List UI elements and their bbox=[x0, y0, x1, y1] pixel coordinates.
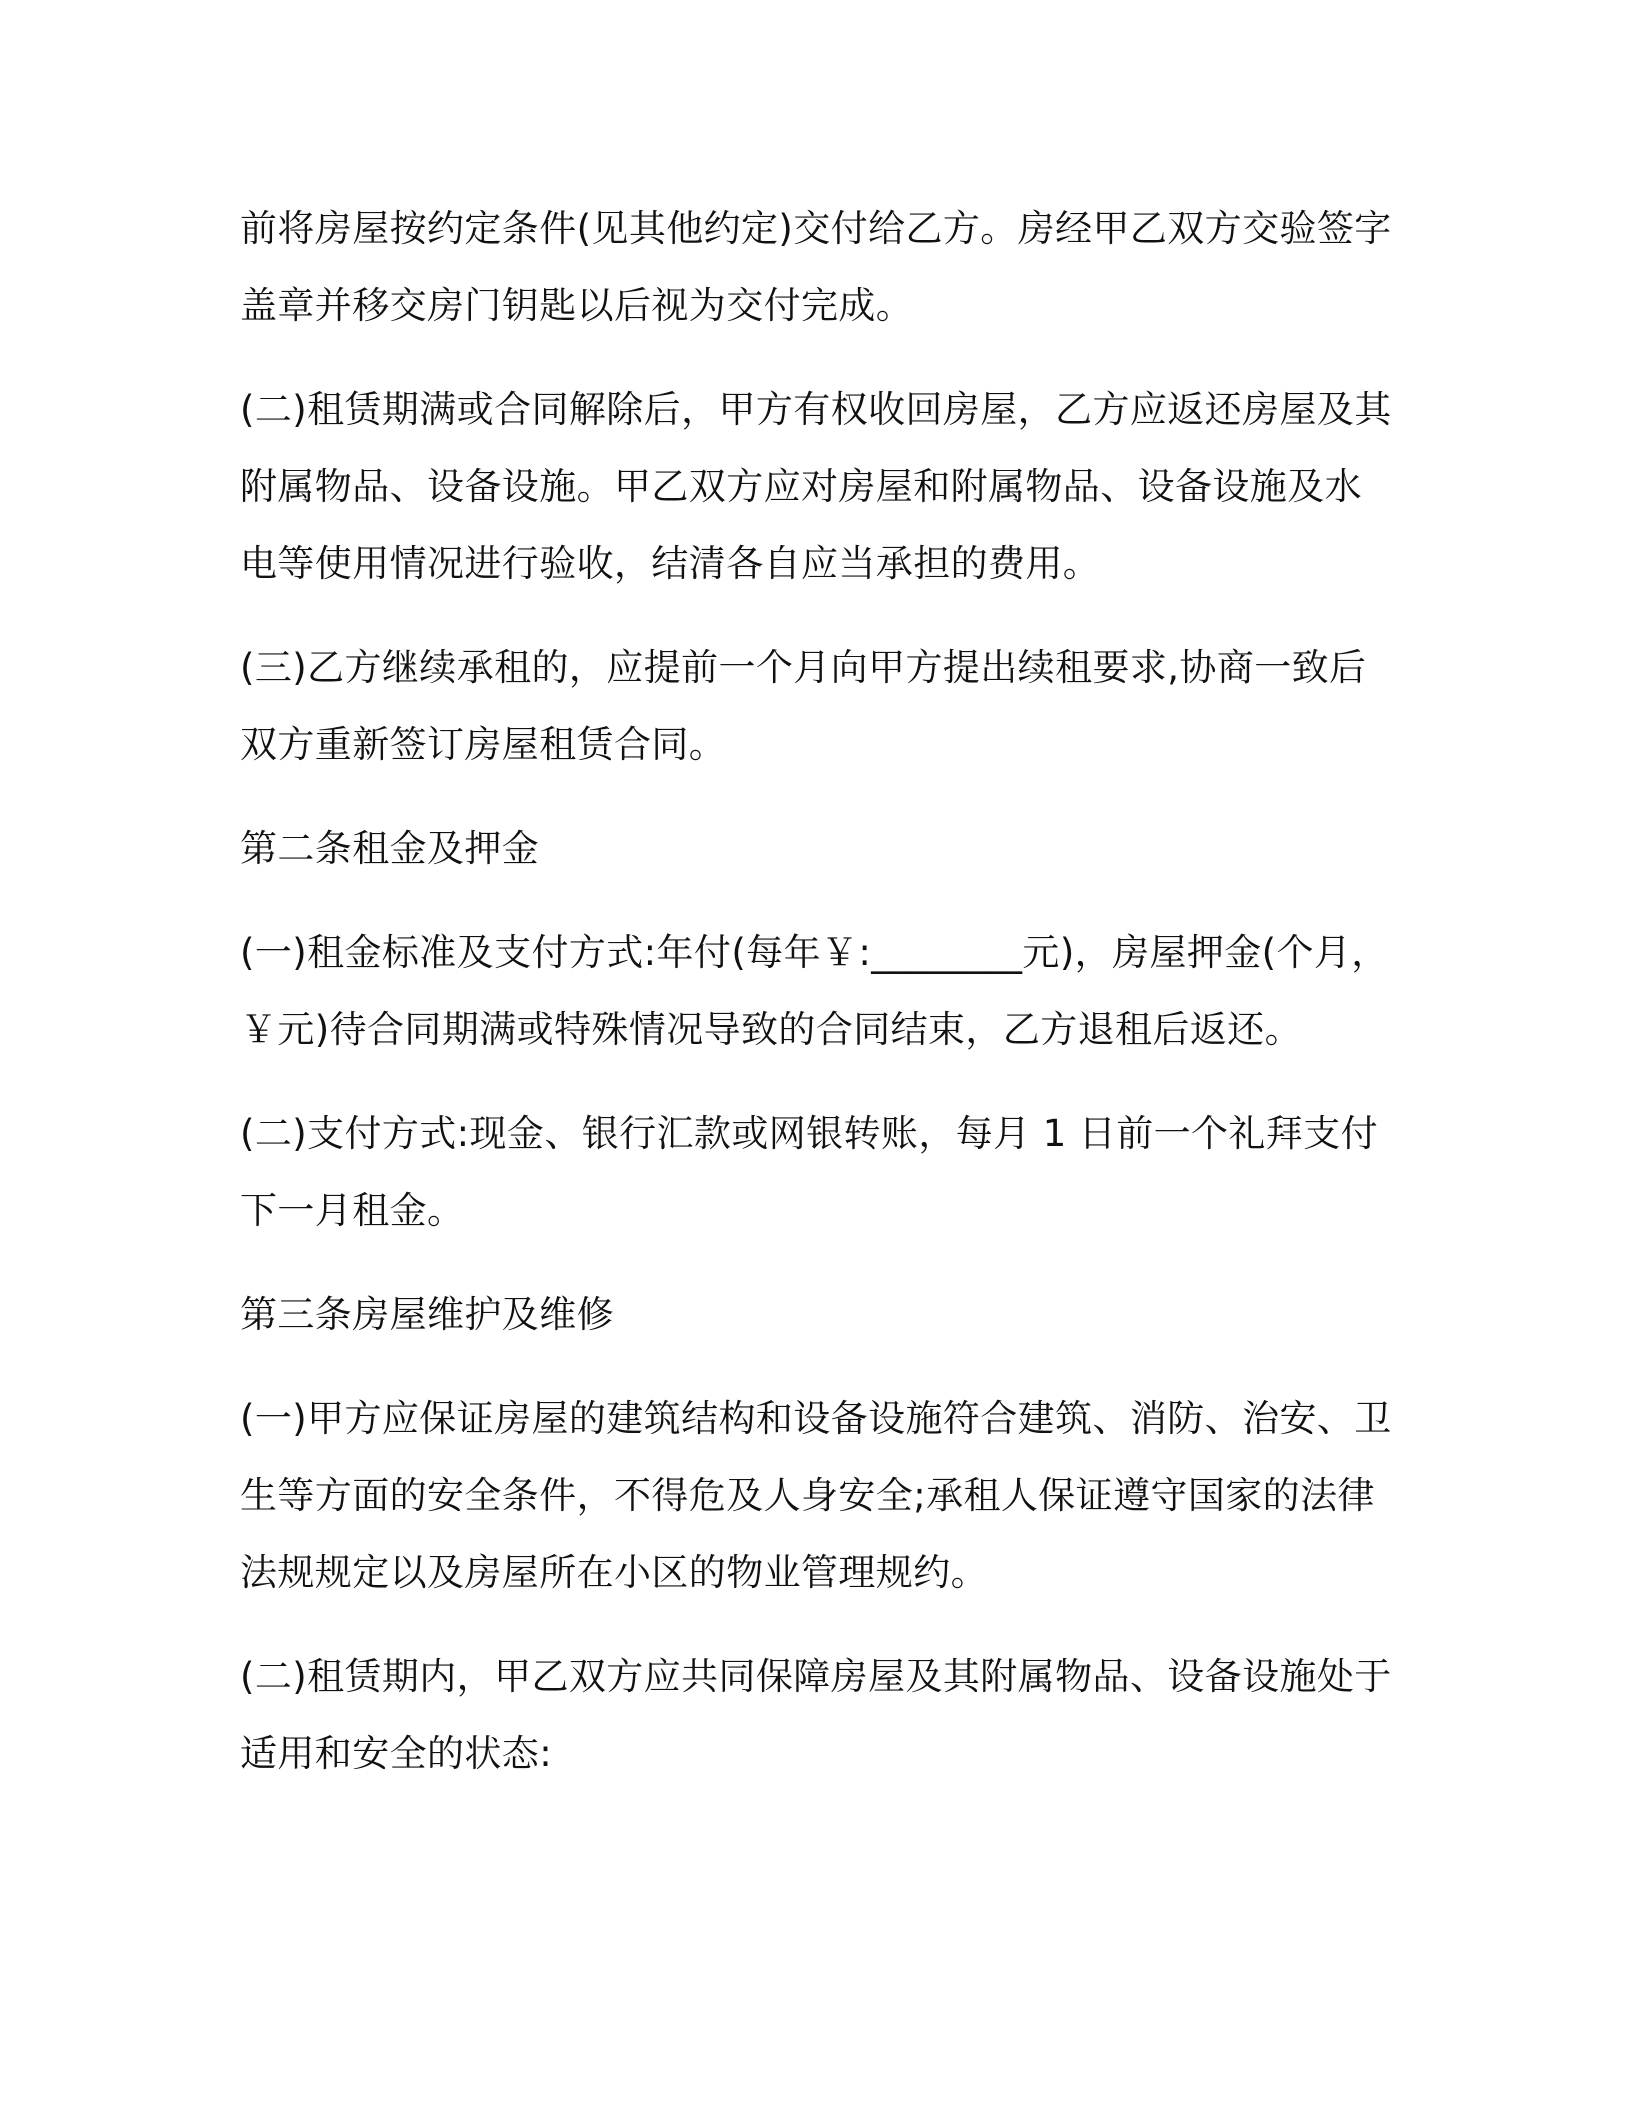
paragraph-delivery-continued bbox=[240, 190, 1440, 344]
paragraph-gap bbox=[240, 1249, 1440, 1276]
paragraph-clause-1-2 bbox=[240, 371, 1440, 602]
text-line: 生等方面的安全条件，不得危及人身安全;承租人保证遵守国家的法律 bbox=[240, 1474, 1375, 1517]
paragraph-gap bbox=[240, 602, 1440, 629]
text-line: ￥元)待合同期满或特殊情况导致的合同结束，乙方退租后返还。 bbox=[240, 1008, 1303, 1051]
text-line: 适用和安全的状态: bbox=[240, 1732, 553, 1775]
heading-line: 第二条租金及押金 bbox=[240, 827, 540, 870]
paragraph-gap bbox=[240, 783, 1440, 810]
text-line: (二)租赁期满或合同解除后，甲方有权收回房屋，乙方应返还房屋及其 bbox=[240, 388, 1392, 431]
paragraph-clause-3-1 bbox=[240, 1380, 1440, 1611]
text-line: 附属物品、设备设施。甲乙双方应对房屋和附属物品、设备设施及水 bbox=[240, 465, 1362, 508]
text-line: 前将房屋按约定条件(见其他约定)交付给乙方。房经甲乙双方交验签字 bbox=[240, 207, 1392, 250]
text-line: 盖章并移交房门钥匙以后视为交付完成。 bbox=[240, 284, 914, 327]
paragraph-gap bbox=[240, 344, 1440, 371]
paragraph-gap bbox=[240, 1068, 1440, 1095]
text-line: (二)支付方式:现金、银行汇款或网银转账，每月 1 日前一个礼拜支付 bbox=[240, 1112, 1378, 1155]
paragraph-clause-1-3 bbox=[240, 629, 1440, 783]
paragraph-gap bbox=[240, 887, 1440, 914]
text-line: (一)甲方应保证房屋的建筑结构和设备设施符合建筑、消防、治安、卫 bbox=[240, 1397, 1392, 1440]
paragraph-clause-3-2 bbox=[240, 1638, 1440, 1792]
article-2-heading bbox=[240, 810, 1440, 887]
text-line: (一)租金标准及支付方式:年付(每年￥:________元)，房屋押金(个月， bbox=[240, 931, 1389, 974]
document-body bbox=[240, 190, 1440, 1792]
text-line: 法规规定以及房屋所在小区的物业管理规约。 bbox=[240, 1551, 988, 1594]
heading-line: 第三条房屋维护及维修 bbox=[240, 1293, 614, 1336]
paragraph-gap bbox=[240, 1611, 1440, 1638]
text-line: 双方重新签订房屋租赁合同。 bbox=[240, 723, 727, 766]
text-line: (三)乙方继续承租的，应提前一个月向甲方提出续租要求,协商一致后 bbox=[240, 646, 1367, 689]
text-line: (二)租赁期内，甲乙双方应共同保障房屋及其附属物品、设备设施处于 bbox=[240, 1655, 1392, 1698]
paragraph-clause-2-1 bbox=[240, 914, 1440, 1068]
paragraph-clause-2-2 bbox=[240, 1095, 1440, 1249]
article-3-heading bbox=[240, 1276, 1440, 1353]
text-line: 下一月租金。 bbox=[240, 1189, 465, 1232]
text-line: 电等使用情况进行验收，结清各自应当承担的费用。 bbox=[240, 542, 1101, 585]
paragraph-gap bbox=[240, 1353, 1440, 1380]
